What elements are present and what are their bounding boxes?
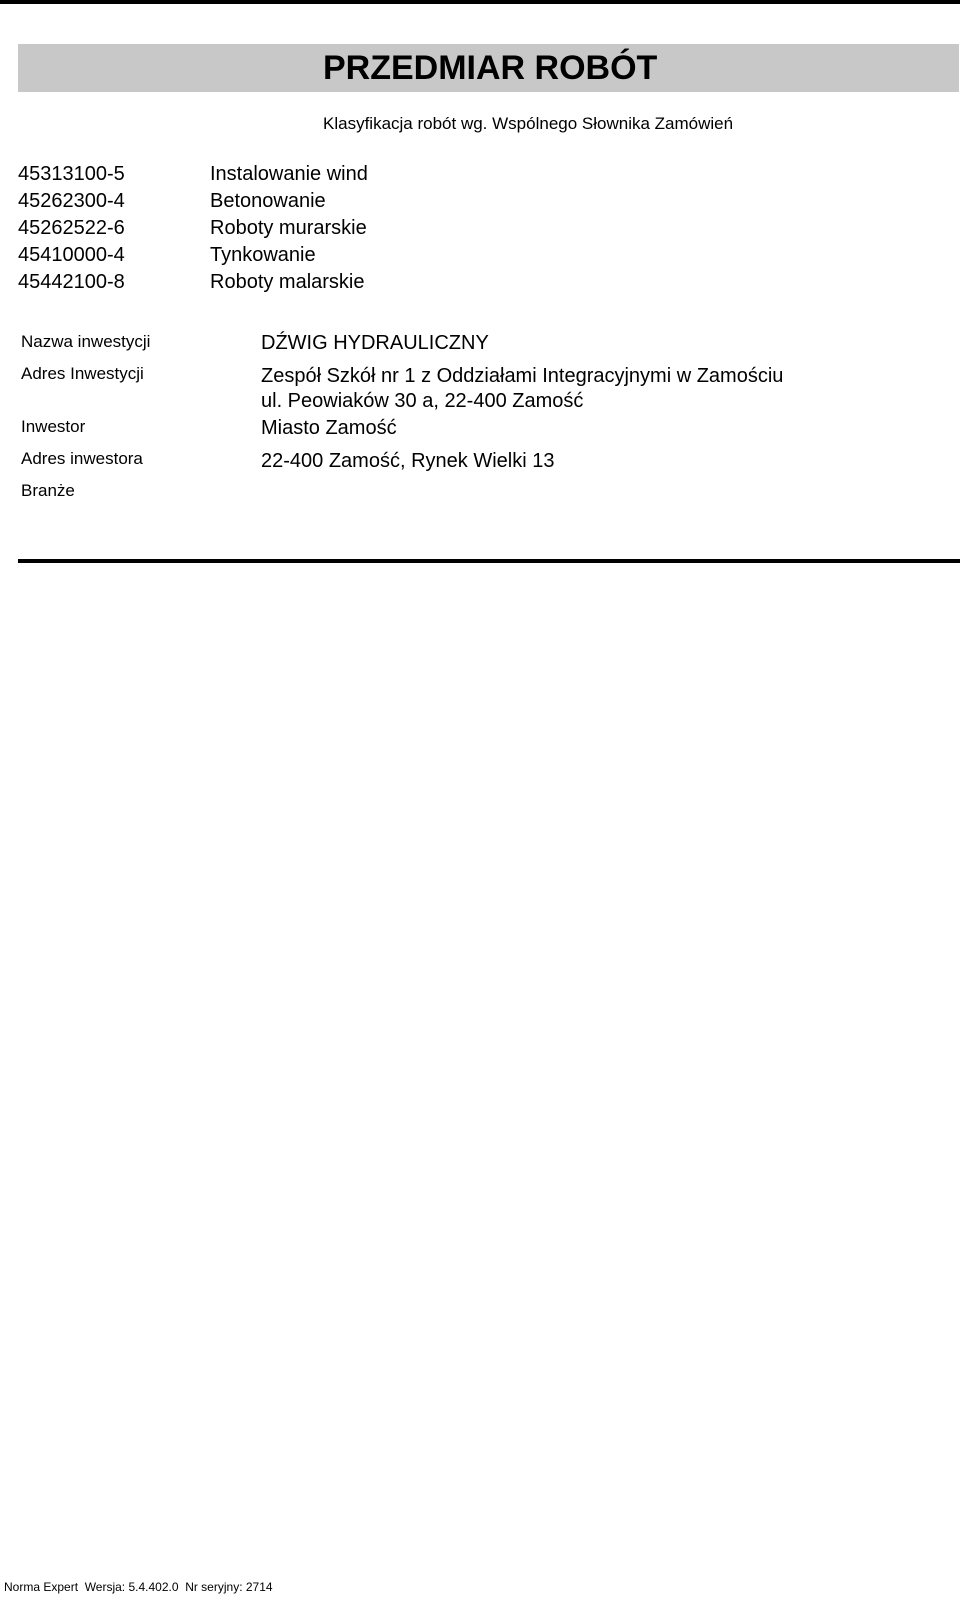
investment-address-line1: Zespół Szkół nr 1 z Oddziałami Integracyjnymi w Zamościu	[261, 365, 784, 387]
investment-address-label: Adres Inwestycji	[21, 364, 144, 383]
cpv-name: Betonowanie	[210, 190, 326, 212]
top-rule	[0, 0, 960, 4]
cpv-code: 45313100-5	[18, 163, 125, 185]
cpv-name: Tynkowanie	[210, 244, 316, 266]
investor-value: Miasto Zamość	[261, 417, 397, 439]
cpv-code: 45442100-8	[18, 271, 125, 293]
branches-label: Branże	[21, 481, 75, 500]
cpv-name: Roboty murarskie	[210, 217, 367, 239]
investment-name-label: Nazwa inwestycji	[21, 332, 151, 351]
cpv-code: 45262300-4	[18, 190, 125, 212]
investment-name-value: DŹWIG HYDRAULICZNY	[261, 332, 489, 354]
investor-label: Inwestor	[21, 417, 86, 436]
software-footer: Norma Expert Wersja: 5.4.402.0 Nr seryjny: 2714	[4, 1580, 273, 1594]
cpv-code: 45262522-6	[18, 217, 125, 239]
cpv-name: Instalowanie wind	[210, 163, 368, 185]
section-divider	[18, 559, 960, 563]
classification-subtitle: Klasyfikacja robót wg. Wspólnego Słownika Zamówień	[323, 114, 734, 133]
cpv-name: Roboty malarskie	[210, 271, 365, 293]
investor-address-value: 22-400 Zamość, Rynek Wielki 13	[261, 450, 555, 472]
investor-address-label: Adres inwestora	[21, 449, 143, 468]
cpv-code: 45410000-4	[18, 244, 125, 266]
investment-address-line2: ul. Peowiaków 30 a, 22-400 Zamość	[261, 390, 584, 412]
document-title: PRZEDMIAR ROBÓT	[323, 49, 658, 87]
